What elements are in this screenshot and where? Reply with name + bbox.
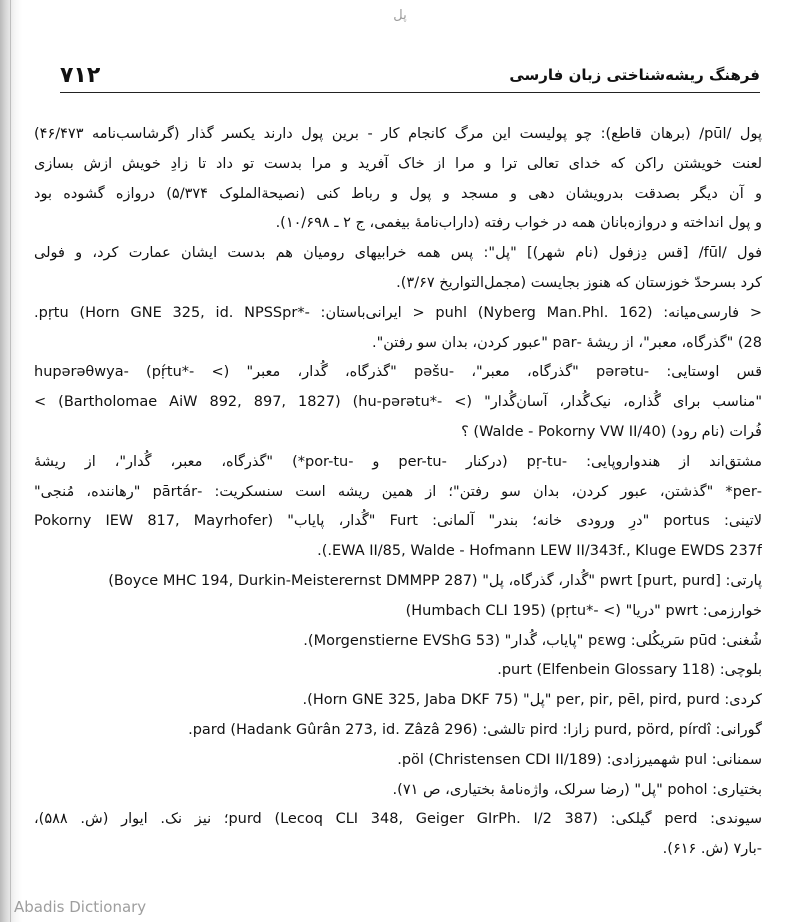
header-rule [60,92,760,93]
text-line: "مناسب برای گُذاره، نیک‌گُدار، آسان‌گُدار" (> -*hu-pərətu) (Bartholomae AiW 892, 897, 1827) > [34,394,762,411]
page-header [60,58,760,92]
text-line: فُرات (نام رود) (Walde - Pokorny VW II/40) ؟ [461,423,762,440]
text-line: -per* "گذشتن، عبور کردن، بدان سو رفتن"؛ از همین ریشه است سنسکریت: -pārtár "رهاننده، مُنجی" [34,483,762,500]
book-title: فرهنگ ریشه‌شناختی زبان فارسی [509,66,760,84]
text-line: < فارسی‌میانه: puhl (Nyberg Man.Phl. 162) < ایرانی‌باستان: -*pṛtu (Horn GNE 325, id. NPSSpr. [34,304,762,321]
text-line: -بار۷ (ش. ۶۱۶). [662,841,762,858]
text-line: خوارزمی: pwrt "دریا" (> -*pṛtu) (Humbach CLI 195) [405,602,762,619]
text-line: بلوچی: purt (Elfenbein Glossary 118). [497,662,762,679]
text-line: مشتق‌اند از هندواروپایی: -pṛ-tu (درکنار -per-tu و -por-tu*) "گذرگاه، معبر، گُدار"، از ریشهٔ [34,453,762,470]
text-line: پارتی: pwrt [purt, purd] "گُدار، گذرگاه، پل" (Boyce MHC 194, Durkin-Meisterernst DMMPP 287) [108,572,762,589]
text-line: EWA II/85, Walde - Hofmann LEW II/343f., Kluge EWDS 237f.). [317,543,762,560]
text-line: لاتینی: portus "درِ ورودی خانه؛ بندر" آلمانی: Furt "گُدار، پایاب" (Pokorny IEW 817, Mayrhofer [34,513,762,530]
text-line: و آن دیگر بصدقت بدرویشان دهی و مسجد و پول و رباط کنی (نصیحة‌الملوک ۵/۳۷۴) دروازه گشوده بود [34,185,762,202]
text-line: لعنت خویشتن راکن که خدای تعالی ترا و مرا از خاک آفرید و مرا بدست تو داد تا زادِ خویش ازش بسازی [34,155,762,172]
text-line: سیوندی: perd گیلکی: purd (Lecoq CLI 348, Geiger GIrPh. I/2 387)؛ نیز نک. ایوار (ش. ۵۸۸)، [34,811,762,828]
text-line: 28) "گذرگاه، معبر"، از ریشهٔ -par "عبور کردن، بدان سو رفتن". [371,334,762,351]
text-line: سمنانی: pul شهمیرزادی: pöl (Christensen CDI II/189). [397,751,762,768]
watermark: Abadis Dictionary [14,898,147,916]
text-line: قس اوستایی: -pərətu "گذرگاه، معبر"، -pəšu "گذرگاه، گُدار، معبر" (> -*pṛ́tu) -hupərəθwya [34,364,762,381]
text-line: گورانی: purd, pörd, pírdî زازا: pird تالشی: pard (Hadank Gûrân 273, id. Zâzâ 296). [188,721,762,738]
text-line: شُغنی: pūd سَریکُلی: pεwg "پایاب، گُدار" (Morgenstierne EVShG 53). [303,632,762,649]
text-line: فول /fūl/ [قس دِزفول (نام شهر)] "پل": پس همه خرابیهای رومیان هم بدست ایشان عمارت کرد، و فولی [34,245,762,262]
text-line: کرد بسرحدّ خوزستان که هنوز بجایست (مجمل‌التواریخ ۳/۶۷). [396,274,762,291]
page-number: ۷۱۲ [60,62,101,88]
page-binding-edge [0,0,22,922]
dictionary-entry-body [34,120,762,865]
text-line: و پول انداخته و دروازه‌بانان همه در خواب رفته (داراب‌نامهٔ بیغمی، ج ۲ ـ ۱۰/۶۹۸). [275,215,762,232]
text-line: کردی: per, pir, pēl, pird, purd "پل" (Horn GNE 325, Jaba DKF 75). [302,692,762,709]
text-line: پول /pūl/ (برهان قاطع): چو پولیست این مرگ کانجام کار - برین پول دارند یکسر گذار (گرشاسب‌نامه ۴۶/۴۷۳) [34,126,762,142]
text-line: بختیاری: pohol "پل" (رضا سرلک، واژه‌نامهٔ بختیاری، ص ۷۱). [392,781,762,798]
top-label: پل [393,8,407,23]
